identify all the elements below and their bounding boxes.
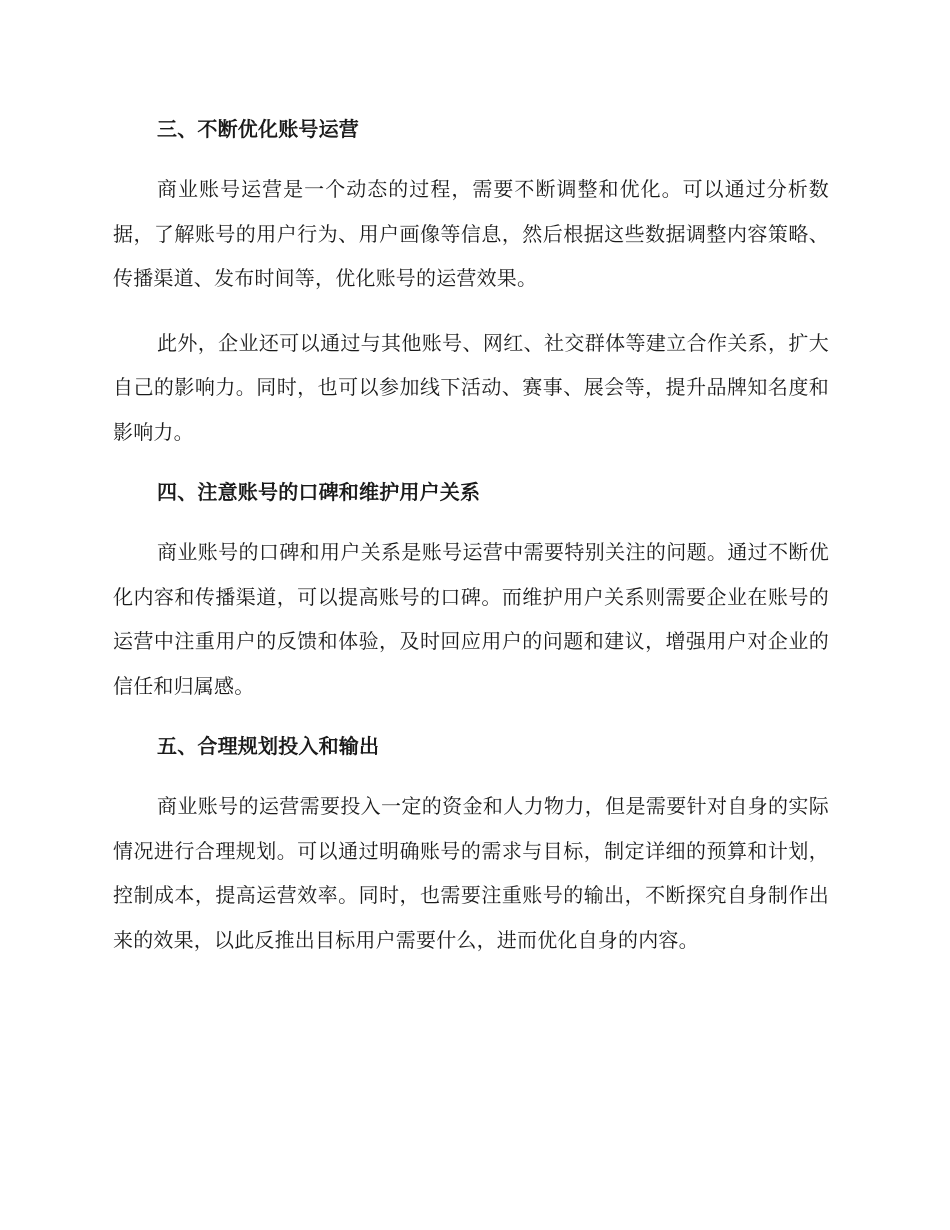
paragraph: 此外，企业还可以通过与其他账号、网红、社交群体等建立合作关系，扩大自己的影响力。同时，也可以参加线下活动、赛事、展会等，提升品牌知名度和影响力。 <box>113 330 829 444</box>
paragraph: 商业账号的口碑和用户关系是账号运营中需要特别关注的问题。通过不断优化内容和传播渠道，可以提高账号的口碑。而维护用户关系则需要企业在账号的运营中注重用户的反馈和体验，及时回应用户的问题和建议，增强用户对企业的信任和归属感。 <box>113 540 829 698</box>
paragraph: 商业账号的运营需要投入一定的资金和人力物力，但是需要针对自身的实际情况进行合理规划。可以通过明确账号的需求与目标，制定详细的预算和计划，控制成本，提高运营效率。同时，也需要注重账号的输出，不断探究自身制作出来的效果，以此反推出目标用户需要什么，进而优化自身的内容。 <box>113 794 829 952</box>
section-heading-3: 三、不断优化账号运营 <box>157 117 359 141</box>
section-heading-5: 五、合理规划投入和输出 <box>157 734 380 758</box>
paragraph: 商业账号运营是一个动态的过程，需要不断调整和优化。可以通过分析数据，了解账号的用户行为、用户画像等信息，然后根据这些数据调整内容策略、传播渠道、发布时间等，优化账号的运营效果。 <box>113 177 829 290</box>
section-heading-4: 四、注意账号的口碑和维护用户关系 <box>157 480 481 504</box>
